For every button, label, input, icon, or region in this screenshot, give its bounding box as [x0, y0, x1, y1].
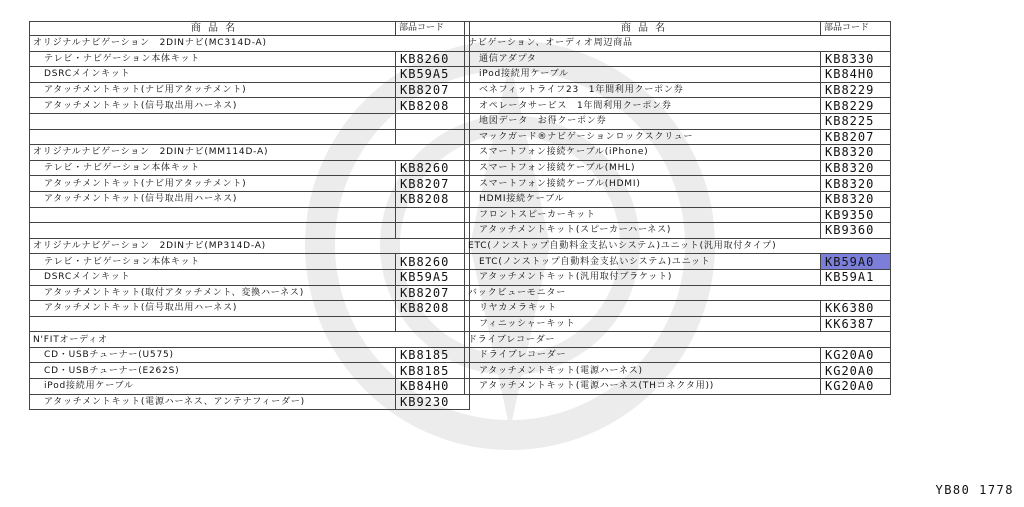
- part-code-cell[interactable]: KB8229: [821, 98, 891, 114]
- part-code-cell[interactable]: KB8207: [396, 285, 470, 301]
- part-code-cell[interactable]: KB8260: [396, 51, 470, 67]
- part-code-cell[interactable]: KG20A0: [821, 363, 891, 379]
- table-group-row: [465, 36, 891, 52]
- product-name-cell: ベネフィットライフ23 1年間利用クーポン券: [465, 82, 821, 98]
- part-code-cell[interactable]: KB8320: [821, 145, 891, 161]
- part-code-cell[interactable]: KB8207: [396, 176, 470, 192]
- table-group-row: [30, 145, 470, 161]
- part-code-cell[interactable]: KK6380: [821, 301, 891, 317]
- part-code-cell[interactable]: KB59A5: [396, 67, 470, 83]
- table-row: [465, 176, 891, 192]
- table-row: [465, 347, 891, 363]
- product-name-cell: iPod接続用ケーブル: [465, 67, 821, 83]
- table-row: [465, 191, 891, 207]
- product-name-cell: マックガード®ナビゲーションロックスクリュー: [465, 129, 821, 145]
- part-code-cell-selected[interactable]: KB59A0: [821, 254, 891, 270]
- table-group-row: [465, 285, 891, 301]
- product-name-cell: ドライブレコーダー: [465, 347, 821, 363]
- header-product-name: 商 品 名: [30, 22, 396, 36]
- product-name-cell: アタッチメントキット(電源ハーネス、アンテナフィーダー): [30, 394, 396, 410]
- part-code-cell[interactable]: KB8207: [821, 129, 891, 145]
- part-code-cell[interactable]: KB8260: [396, 160, 470, 176]
- product-name-cell: ETC(ノンストップ自動料金支払いシステム)ユニット: [465, 254, 821, 270]
- product-name-cell: アタッチメントキット(ナビ用アタッチメント): [30, 176, 396, 192]
- part-code-cell[interactable]: KB9230: [396, 394, 470, 410]
- header-product-name: 商 品 名: [465, 22, 821, 36]
- product-name-cell: アタッチメントキット(取付アタッチメント、変換ハーネス): [30, 285, 396, 301]
- product-name-cell: [30, 223, 396, 239]
- table-row: [465, 98, 891, 114]
- table-row: [30, 269, 470, 285]
- part-code-cell[interactable]: KB8229: [821, 82, 891, 98]
- table-row: [30, 285, 470, 301]
- parts-table-right: [464, 21, 891, 395]
- product-name-cell: スマートフォン接続ケーブル(iPhone): [465, 145, 821, 161]
- product-name-cell: [30, 207, 396, 223]
- table-row: [465, 316, 891, 332]
- table-group-row: [465, 332, 891, 348]
- product-name-cell: iPod接続用ケーブル: [30, 379, 396, 395]
- product-name-cell: アタッチメントキット(電源ハーネス(THコネクタ用)): [465, 379, 821, 395]
- product-name-cell: アタッチメントキット(ナビ用アタッチメント): [30, 82, 396, 98]
- product-name-cell: テレビ・ナビゲーション本体キット: [30, 254, 396, 270]
- table-row: [465, 51, 891, 67]
- table-row: [465, 67, 891, 83]
- group-title: N'FITオーディオ: [30, 332, 470, 348]
- part-code-cell[interactable]: KB8207: [396, 82, 470, 98]
- table-row: [30, 363, 470, 379]
- table-row: [465, 223, 891, 239]
- table-row: [465, 129, 891, 145]
- part-code-cell[interactable]: KB8320: [821, 191, 891, 207]
- product-name-cell: テレビ・ナビゲーション本体キット: [30, 51, 396, 67]
- table-row: [465, 254, 891, 270]
- product-name-cell: アタッチメントキット(信号取出用ハーネス): [30, 98, 396, 114]
- part-code-cell[interactable]: [396, 129, 470, 145]
- part-code-cell[interactable]: KB8185: [396, 347, 470, 363]
- table-row: [30, 160, 470, 176]
- table-row: [465, 113, 891, 129]
- table-row: [30, 301, 470, 317]
- part-code-cell[interactable]: KB59A1: [821, 269, 891, 285]
- product-name-cell: アタッチメントキット(スピーカーハーネス): [465, 223, 821, 239]
- table-row: [465, 301, 891, 317]
- table-row: [465, 269, 891, 285]
- table-row: [30, 67, 470, 83]
- table-row: [30, 347, 470, 363]
- table-row: [465, 145, 891, 161]
- product-name-cell: [30, 129, 396, 145]
- table-row: [465, 379, 891, 395]
- table-row: [30, 207, 470, 223]
- product-name-cell: [30, 316, 396, 332]
- table-row: [30, 191, 470, 207]
- product-name-cell: [30, 113, 396, 129]
- product-name-cell: スマートフォン接続ケーブル(MHL): [465, 160, 821, 176]
- product-name-cell: HDMI接続ケーブル: [465, 191, 821, 207]
- group-title: オリジナルナビゲーション 2DINナビ(MP314D-A): [30, 238, 470, 254]
- group-title: オリジナルナビゲーション 2DINナビ(MM114D-A): [30, 145, 470, 161]
- part-code-cell[interactable]: KB8320: [821, 176, 891, 192]
- part-code-cell[interactable]: KB84H0: [396, 379, 470, 395]
- product-name-cell: CD・USBチューナー(U575): [30, 347, 396, 363]
- group-title: ナビゲーション、オーディオ周辺商品: [465, 36, 891, 52]
- table-row: [30, 254, 470, 270]
- table-row: [30, 316, 470, 332]
- product-name-cell: テレビ・ナビゲーション本体キット: [30, 160, 396, 176]
- header-part-code: 部品コード: [396, 22, 470, 36]
- table-group-row: [465, 238, 891, 254]
- header-part-code: 部品コード: [821, 22, 891, 36]
- table-row: [465, 207, 891, 223]
- part-code-cell[interactable]: KB8225: [821, 113, 891, 129]
- table-row: [30, 98, 470, 114]
- product-name-cell: スマートフォン接続ケーブル(HDMI): [465, 176, 821, 192]
- product-name-cell: CD・USBチューナー(E262S): [30, 363, 396, 379]
- product-name-cell: フィニッシャーキット: [465, 316, 821, 332]
- product-name-cell: フロントスピーカーキット: [465, 207, 821, 223]
- part-code-cell[interactable]: KB8320: [821, 160, 891, 176]
- table-row: [30, 176, 470, 192]
- part-code-cell[interactable]: [396, 207, 470, 223]
- part-code-cell[interactable]: [396, 316, 470, 332]
- table-group-row: [30, 36, 470, 52]
- group-title: ドライブレコーダー: [465, 332, 891, 348]
- part-code-cell[interactable]: KB8260: [396, 254, 470, 270]
- table-row: [465, 82, 891, 98]
- product-name-cell: リヤカメラキット: [465, 301, 821, 317]
- table-row: [465, 160, 891, 176]
- table-group-row: [30, 238, 470, 254]
- part-code-cell[interactable]: [396, 113, 470, 129]
- product-name-cell: オペレータサービス 1年間利用クーポン券: [465, 98, 821, 114]
- product-name-cell: DSRCメインキット: [30, 269, 396, 285]
- part-code-cell[interactable]: [396, 223, 470, 239]
- group-title: オリジナルナビゲーション 2DINナビ(MC314D-A): [30, 36, 470, 52]
- part-code-cell[interactable]: KG20A0: [821, 379, 891, 395]
- part-code-cell[interactable]: KK6387: [821, 316, 891, 332]
- table-group-row: [30, 332, 470, 348]
- product-name-cell: アタッチメントキット(信号取出用ハーネス): [30, 301, 396, 317]
- part-code-cell[interactable]: KB9350: [821, 207, 891, 223]
- table-row: [30, 82, 470, 98]
- product-name-cell: アタッチメントキット(信号取出用ハーネス): [30, 191, 396, 207]
- table-row: [30, 394, 470, 410]
- table-row: [30, 113, 470, 129]
- product-name-cell: 通信アダプタ: [465, 51, 821, 67]
- group-title: バックビューモニター: [465, 285, 891, 301]
- table-row: [30, 223, 470, 239]
- table-row: [30, 379, 470, 395]
- product-name-cell: 地図データ お得クーポン券: [465, 113, 821, 129]
- part-code-cell[interactable]: KG20A0: [821, 347, 891, 363]
- part-code-cell[interactable]: KB8208: [396, 301, 470, 317]
- part-code-cell[interactable]: KB84H0: [821, 67, 891, 83]
- product-name-cell: アタッチメントキット(電源ハーネス): [465, 363, 821, 379]
- group-title: ETC(ノンストップ自動料金支払いシステム)ユニット(汎用取付タイプ): [465, 238, 891, 254]
- product-name-cell: アタッチメントキット(汎用取付ブラケット): [465, 269, 821, 285]
- part-code-cell[interactable]: KB8208: [396, 191, 470, 207]
- document-code: YB80 1778: [935, 483, 1014, 497]
- product-name-cell: DSRCメインキット: [30, 67, 396, 83]
- part-code-cell[interactable]: KB59A5: [396, 269, 470, 285]
- table-row: [30, 51, 470, 67]
- part-code-cell[interactable]: KB8208: [396, 98, 470, 114]
- part-code-cell[interactable]: KB8185: [396, 363, 470, 379]
- part-code-cell[interactable]: KB9360: [821, 223, 891, 239]
- table-row: [30, 129, 470, 145]
- parts-table-left: [29, 21, 470, 410]
- part-code-cell[interactable]: KB8330: [821, 51, 891, 67]
- table-row: [465, 363, 891, 379]
